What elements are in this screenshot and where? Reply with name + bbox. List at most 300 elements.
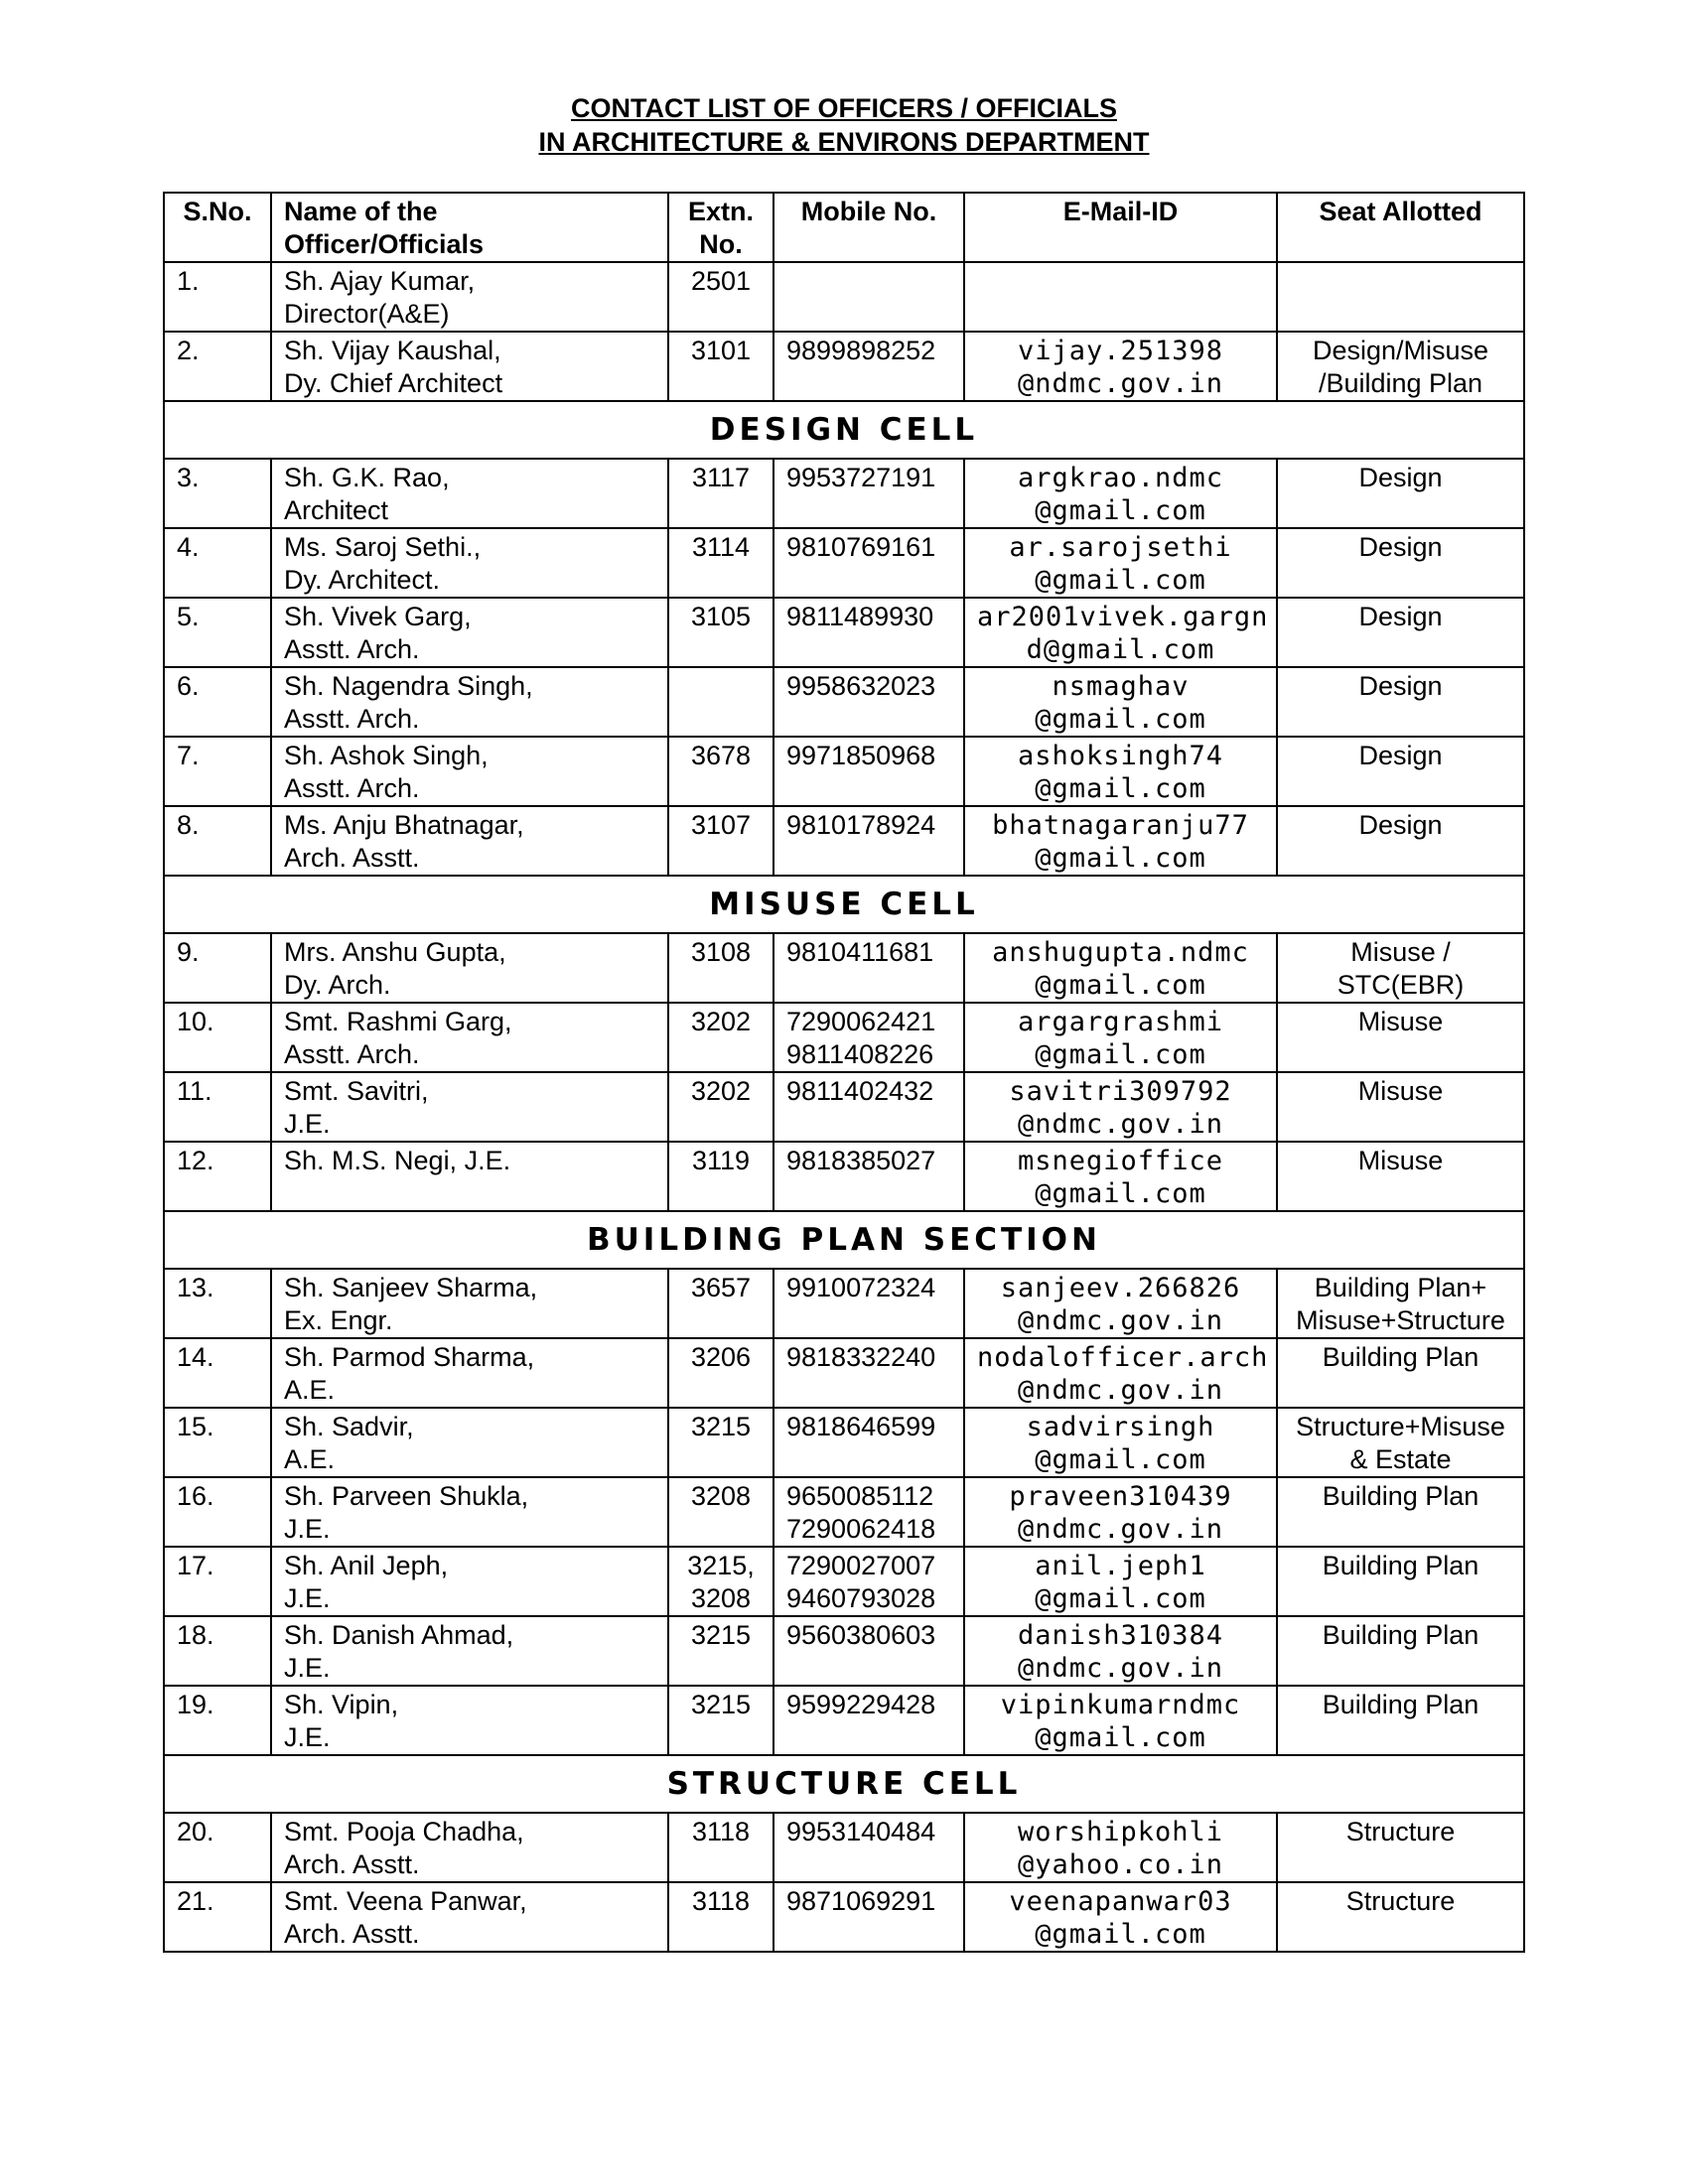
email-id [964,1813,1277,1882]
seat-allotted [1277,1882,1524,1952]
officer-name-line: Smt. Rashmi Garg, [284,1007,512,1036]
mobile-number-line: 9810769161 [786,532,936,562]
mobile-number-line: 9958632023 [786,671,936,701]
seat-allotted-line: & Estate [1349,1444,1452,1474]
extension [668,598,774,667]
serial-number: 19. [164,1686,271,1755]
extension-line: 3202 [690,1076,752,1106]
officer-name-line: Sh. Vijay Kaushal, [284,336,501,365]
header-email: E-Mail-ID [964,193,1277,262]
extension [668,933,774,1003]
serial-number: 4. [164,528,271,598]
officer-name-line: Sh. Vipin, [284,1690,399,1719]
serial-number: 13. [164,1269,271,1338]
seat-allotted [1277,806,1524,876]
seat-allotted-line: Misuse+Structure [1296,1305,1505,1335]
officer-name-line: Sh. Ajay Kumar, [284,266,476,296]
seat-allotted [1277,1003,1524,1072]
officer-name [271,1547,668,1616]
table-row [164,1142,1524,1211]
mobile-number-line: 9899898252 [786,336,936,365]
extension [668,528,774,598]
extension-line: 3202 [690,1007,752,1036]
mobile-number-line: 9810411681 [786,937,934,967]
seat-allotted-line: Misuse [1357,1007,1444,1036]
serial-number: 8. [164,806,271,876]
table-row [164,528,1524,598]
table-row [164,667,1524,737]
email-id-line: sanjeev.266826 [1000,1273,1241,1303]
section-title: BUILDING PLAN SECTION [164,1211,1524,1269]
mobile-number [774,598,964,667]
email-id [964,1686,1277,1755]
mobile-number-line: 9910072324 [786,1273,936,1302]
seat-allotted-line: Design [1358,810,1443,840]
seat-allotted [1277,598,1524,667]
extension [668,1269,774,1338]
mobile-number-line: 7290027007 [786,1551,936,1580]
seat-allotted [1277,1616,1524,1686]
extension-line: 3118 [691,1817,751,1846]
seat-allotted-line: Building Plan [1322,1620,1479,1650]
officer-name [271,1338,668,1408]
officer-name-line: J.E. [284,1722,331,1752]
email-id [964,459,1277,528]
serial-number: 15. [164,1408,271,1477]
extension [668,1616,774,1686]
mobile-number-line: 9971850968 [786,741,936,770]
officer-name [271,1686,668,1755]
email-id [964,737,1277,806]
section-header-row [164,1211,1524,1269]
email-id-line: worshipkohli [1017,1817,1224,1847]
seat-allotted-line: Structure [1345,1886,1456,1916]
table-row [164,1408,1524,1477]
table-row [164,1269,1524,1338]
table-row [164,1882,1524,1952]
header-row [164,193,1524,262]
extension-line: 3117 [691,463,751,492]
section-title: DESIGN CELL [164,401,1524,459]
mobile-number [774,1477,964,1547]
officer-name [271,806,668,876]
email-id-line: @gmail.com [1035,1919,1206,1950]
table-row [164,1547,1524,1616]
extension-line: 3114 [691,532,751,562]
email-id-line: @gmail.com [1035,704,1206,735]
email-id-line: argargrashmi [1017,1007,1224,1037]
extension-line: 3119 [691,1146,751,1175]
officer-name-line: Sh. Anil Jeph, [284,1551,449,1580]
email-id [964,1003,1277,1072]
email-id-line: savitri309792 [1009,1076,1232,1107]
extension [668,806,774,876]
seat-allotted-line: Misuse [1357,1076,1444,1106]
extension-line: 3107 [690,810,752,840]
officer-name-line: Asstt. Arch. [284,1039,420,1069]
section-header-row [164,876,1524,933]
extension-line: 3215 [690,1412,752,1441]
mobile-number-line: 9460793028 [786,1583,936,1613]
table-row [164,1686,1524,1755]
email-id-line: @gmail.com [1035,970,1206,1001]
email-id-line: @ndmc.gov.in [1017,1305,1224,1336]
extension-line: 3215 [690,1620,752,1650]
mobile-number [774,1408,964,1477]
extension [668,1813,774,1882]
email-id-line: @gmail.com [1035,1583,1206,1614]
officer-name-line: Architect [284,495,389,525]
seat-allotted-line: Design [1358,532,1443,562]
email-id-line: @gmail.com [1035,1178,1206,1209]
officer-name [271,933,668,1003]
extension-line: 3215, [687,1551,755,1580]
seat-allotted [1277,1269,1524,1338]
mobile-number [774,1616,964,1686]
email-id-line: sadvirsingh [1026,1412,1215,1442]
email-id-line: praveen310439 [1009,1481,1232,1512]
extension [668,459,774,528]
officer-name [271,1477,668,1547]
seat-allotted [1277,332,1524,401]
mobile-number [774,1269,964,1338]
mobile-number-line: 9650085112 [786,1481,934,1511]
seat-allotted-line: Design/Misuse [1312,336,1489,365]
officer-name-line: Sh. Ashok Singh, [284,741,489,770]
email-id-line: anil.jeph1 [1035,1551,1206,1581]
mobile-number [774,933,964,1003]
title-line-1: CONTACT LIST OF OFFICERS / OFFICIALS [571,93,1117,123]
extension [668,737,774,806]
extension [668,1547,774,1616]
email-id-line: @gmail.com [1035,773,1206,804]
seat-allotted-line: Design [1358,671,1443,701]
officer-name [271,1269,668,1338]
officer-name [271,1142,668,1211]
mobile-number-line: 9818385027 [786,1146,936,1175]
seat-allotted-line: Building Plan [1322,1481,1479,1511]
table-row [164,598,1524,667]
email-id [964,1547,1277,1616]
officer-name-line: Ex. Engr. [284,1305,393,1335]
officer-name-line: Ms. Anju Bhatnagar, [284,810,524,840]
officer-name-line: Dy. Arch. [284,970,391,1000]
seat-allotted-line: Design [1358,602,1443,631]
mobile-number [774,667,964,737]
extension [668,1408,774,1477]
extension-line: 3108 [690,937,752,967]
extension-line: 3101 [690,336,752,365]
email-id-line: vipinkumarndmc [1000,1690,1241,1720]
mobile-number [774,737,964,806]
email-id [964,667,1277,737]
mobile-number [774,459,964,528]
officer-name-line: Sh. M.S. Negi, J.E. [284,1146,511,1175]
serial-number: 10. [164,1003,271,1072]
officer-name-line: J.E. [284,1653,331,1683]
email-id-line: bhatnagaranju77 [992,810,1249,841]
email-id-line: msnegioffice [1017,1146,1224,1176]
officer-name-line: Sh. Nagendra Singh, [284,671,533,701]
mobile-number-line: 9560380603 [786,1620,936,1650]
extension [668,332,774,401]
serial-number: 1. [164,262,271,332]
serial-number: 12. [164,1142,271,1211]
seat-allotted [1277,262,1524,332]
serial-number: 6. [164,667,271,737]
email-id-line: argkrao.ndmc [1017,463,1224,493]
email-id-line: vijay.251398 [1017,336,1224,366]
table-row [164,332,1524,401]
serial-number: 11. [164,1072,271,1142]
seat-allotted [1277,1338,1524,1408]
serial-number: 18. [164,1616,271,1686]
mobile-number [774,1882,964,1952]
extension [668,1338,774,1408]
table-row [164,1477,1524,1547]
seat-allotted [1277,1686,1524,1755]
serial-number: 7. [164,737,271,806]
serial-number: 20. [164,1813,271,1882]
header-mobile: Mobile No. [774,193,964,262]
email-id-line: d@gmail.com [1026,634,1215,665]
mobile-number [774,528,964,598]
officer-name-line: Smt. Savitri, [284,1076,429,1106]
email-id [964,1477,1277,1547]
email-id [964,1338,1277,1408]
extension [668,1142,774,1211]
mobile-number-line: 9871069291 [786,1886,936,1916]
email-id-line: @ndmc.gov.in [1017,368,1224,399]
mobile-number-line: 9599229428 [786,1690,936,1719]
email-id-line: ashoksingh74 [1017,741,1224,771]
table-row [164,1338,1524,1408]
email-id [964,1882,1277,1952]
officer-name-line: Arch. Asstt. [284,843,420,873]
mobile-number [774,806,964,876]
contact-table [163,192,1525,1953]
table-row [164,806,1524,876]
mobile-number-line: 9811402432 [786,1076,934,1106]
extension-line: 3208 [690,1583,752,1613]
table-row [164,1813,1524,1882]
officer-name-line: Smt. Veena Panwar, [284,1886,527,1916]
email-id-line: @ndmc.gov.in [1017,1653,1224,1684]
mobile-number-line: 9818332240 [786,1342,936,1372]
seat-allotted [1277,528,1524,598]
header-sno: S.No. [164,193,271,262]
mobile-number-line: 9953727191 [786,463,936,492]
officer-name-line: Sh. G.K. Rao, [284,463,450,492]
mobile-number-line: 9818646599 [786,1412,936,1441]
section-title: MISUSE CELL [164,876,1524,933]
table-row [164,1072,1524,1142]
email-id-line: ar2001vivek.gargn [977,602,1269,632]
document-title [0,91,1688,159]
officer-name-line: Arch. Asstt. [284,1849,420,1879]
seat-allotted-line: /Building Plan [1318,368,1483,398]
serial-number: 3. [164,459,271,528]
seat-allotted-line: Building Plan [1322,1342,1479,1372]
email-id-line: danish310384 [1017,1620,1224,1651]
officer-name-line: Sh. Parveen Shukla, [284,1481,529,1511]
officer-name-line: Sh. Sadvir, [284,1412,414,1441]
mobile-number [774,1142,964,1211]
extension-line: 3208 [690,1481,752,1511]
email-id-line: ar.sarojsethi [1009,532,1232,563]
serial-number: 21. [164,1882,271,1952]
officer-name [271,459,668,528]
email-id-line: @gmail.com [1035,495,1206,526]
mobile-number-line: 9810178924 [786,810,936,840]
email-id-line: @yahoo.co.in [1017,1849,1224,1880]
email-id-line: @gmail.com [1035,1039,1206,1070]
mobile-number-line: 9953140484 [786,1817,936,1846]
seat-allotted [1277,737,1524,806]
officer-name [271,262,668,332]
mobile-number [774,1338,964,1408]
header-name: Name of the Officer/Officials [271,193,668,262]
table-row [164,933,1524,1003]
serial-number: 17. [164,1547,271,1616]
seat-allotted-line: Building Plan+ [1314,1273,1487,1302]
section-header-row [164,1755,1524,1813]
email-id [964,933,1277,1003]
email-id-line: @gmail.com [1035,565,1206,596]
extension-line: 3215 [690,1690,752,1719]
email-id [964,262,1277,332]
extension [668,1072,774,1142]
extension-line: 3657 [690,1273,752,1302]
table-row [164,459,1524,528]
extension [668,262,774,332]
extension [668,1882,774,1952]
table-row [164,1616,1524,1686]
officer-name-line: Smt. Pooja Chadha, [284,1817,524,1846]
email-id [964,1408,1277,1477]
officer-name [271,1408,668,1477]
officer-name-line: J.E. [284,1109,331,1139]
officer-name [271,528,668,598]
officer-name-line: Dy. Chief Architect [284,368,503,398]
serial-number: 16. [164,1477,271,1547]
officer-name-line: Ms. Saroj Sethi., [284,532,482,562]
email-id [964,332,1277,401]
officer-name-line: J.E. [284,1514,331,1544]
seat-allotted [1277,667,1524,737]
officer-name-line: J.E. [284,1583,331,1613]
seat-allotted [1277,933,1524,1003]
email-id-line: @ndmc.gov.in [1017,1109,1224,1140]
email-id-line: nsmaghav [1052,671,1190,702]
officer-name [271,1003,668,1072]
email-id-line: @gmail.com [1035,843,1206,874]
extension [668,1003,774,1072]
seat-allotted [1277,459,1524,528]
officer-name [271,1813,668,1882]
officer-name-line: Sh. Sanjeev Sharma, [284,1273,538,1302]
mobile-number [774,1813,964,1882]
extension-line: 3206 [690,1342,752,1372]
email-id-line: @gmail.com [1035,1444,1206,1475]
seat-allotted-line: STC(EBR) [1336,970,1465,1000]
officer-name [271,1882,668,1952]
email-id-line: veenapanwar03 [1009,1886,1232,1917]
title-line-2: IN ARCHITECTURE & ENVIRONS DEPARTMENT [538,127,1150,157]
serial-number: 9. [164,933,271,1003]
mobile-number [774,262,964,332]
seat-allotted-line: Misuse / [1350,937,1451,967]
extension-line: 3105 [690,602,752,631]
table-row [164,1003,1524,1072]
extension-line: 3118 [691,1886,751,1916]
email-id [964,1616,1277,1686]
officer-name-line: Sh. Danish Ahmad, [284,1620,514,1650]
seat-allotted [1277,1477,1524,1547]
officer-name-line: Asstt. Arch. [284,704,420,734]
header-extn: Extn. No. [668,193,774,262]
section-title: STRUCTURE CELL [164,1755,1524,1813]
officer-name-line: Asstt. Arch. [284,773,420,803]
seat-allotted [1277,1142,1524,1211]
table-row [164,262,1524,332]
seat-allotted [1277,1408,1524,1477]
mobile-number-line: 7290062418 [786,1514,936,1544]
seat-allotted-line: Structure+Misuse [1296,1412,1505,1441]
officer-name-line: Asstt. Arch. [284,634,420,664]
email-id [964,806,1277,876]
mobile-number [774,1686,964,1755]
table-row [164,737,1524,806]
officer-name-line: A.E. [284,1444,336,1474]
extension-line: 3678 [690,741,752,770]
officer-name-line: Director(A&E) [284,299,450,329]
seat-allotted-line: Misuse [1357,1146,1444,1175]
seat-allotted [1277,1813,1524,1882]
mobile-number [774,332,964,401]
email-id-line: @ndmc.gov.in [1017,1514,1224,1545]
extension [668,1686,774,1755]
email-id-line: anshugupta.ndmc [992,937,1249,968]
serial-number: 14. [164,1338,271,1408]
email-id [964,598,1277,667]
mobile-number-line: 7290062421 [786,1007,936,1036]
email-id [964,1142,1277,1211]
officer-name-line: Sh. Parmod Sharma, [284,1342,535,1372]
email-id-line: @gmail.com [1035,1722,1206,1753]
serial-number: 5. [164,598,271,667]
seat-allotted-line: Design [1358,741,1443,770]
extension-line: 2501 [690,266,752,296]
email-id-line: @ndmc.gov.in [1017,1375,1224,1406]
seat-allotted [1277,1547,1524,1616]
email-id [964,528,1277,598]
officer-name [271,332,668,401]
mobile-number [774,1003,964,1072]
seat-allotted-line: Building Plan [1322,1690,1479,1719]
officer-name-line: Mrs. Anshu Gupta, [284,937,506,967]
officer-name [271,1616,668,1686]
header-seat: Seat Allotted [1277,193,1524,262]
officer-name [271,1072,668,1142]
officer-name-line: Sh. Vivek Garg, [284,602,472,631]
email-id [964,1269,1277,1338]
seat-allotted [1277,1072,1524,1142]
officer-name [271,598,668,667]
seat-allotted-line: Design [1358,463,1443,492]
extension [668,667,774,737]
extension [668,1477,774,1547]
